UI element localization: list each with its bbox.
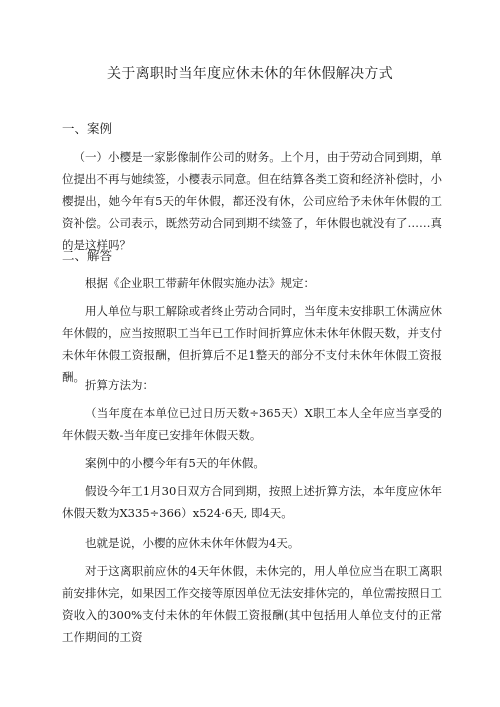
paragraph-assumption: 假设今年工1月30日双方合同到期，按照上述折算方法，本年度应休年休假天数为X335÷366）x524·6天, 即4天。 — [62, 484, 442, 520]
paragraph-payment: 对于这离职前应休的4天年休假，未休完的，用人单位应当在职工离职前安排休完，如果因工作交接等原因单位无法安排休完的，单位需按照日工资收入的300%支付未休的年休假工资报酬(其中包括用人单位支付的正常工作期间的工资 — [62, 564, 442, 644]
paragraph-regulation-text: 用人单位与职工解除或者终止劳动合同时，当年度未安排职工休满应休年休假的，应当按照职工当年已工作时间折算应休未休年休假天数，并支付未休年休假工资报酬，但折算后不足1整天的部分不支付未休年休假工资报酬。 — [62, 304, 442, 384]
section-heading-case: 一、案例 — [62, 121, 113, 136]
paragraph-case-days: 案例中的小樱今年有5天的年休假。 — [85, 456, 265, 470]
paragraph-case: （一）小樱是一家影像制作公司的财务。上个月，由于劳动合同到期，单位提出不再与她续签，小樱表示同意。但在结算各类工资和经济补偿时，小樱提出，她今年有5天的年休假，都还没有休，公司应给予未休年休假的工资补偿。公司表示，既然劳动合同到期不续签了，年休假也就没有了……真的是这样吗？ — [62, 150, 442, 252]
paragraph-conclusion: 也就是说，小樱的应休未休年休假为4天。 — [85, 536, 300, 550]
paragraph-formula: （当年度在本单位已过日历天数÷365天）X职工本人全年应当享受的年休假天数-当年度已安排年休假天数。 — [62, 406, 442, 442]
paragraph-regulation-ref: 根据《企业职工带薪年休假实施办法》规定： — [85, 276, 315, 290]
section-heading-answer: 二、解答 — [62, 248, 113, 263]
paragraph-method-label: 折算方法为： — [85, 378, 154, 392]
document-title: 关于离职时当年度应休未休的年休假解决方式 — [107, 66, 393, 82]
